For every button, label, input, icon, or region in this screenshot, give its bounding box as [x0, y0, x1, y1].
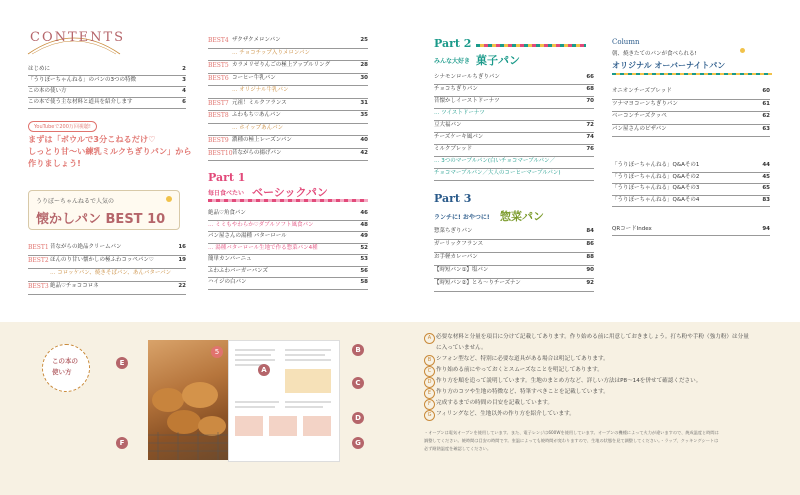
toc-item-label: 簡単カンパーニュ	[208, 256, 252, 262]
best-title: 懐かしパン BEST 10	[36, 212, 166, 227]
callout-f: F	[116, 437, 128, 449]
toc-item-label: … コロッケパン、焼きそばパン、あんバターパン	[50, 270, 172, 276]
sample-recipe-number: 5	[211, 346, 223, 358]
headline-1: まずは「ボウルで3分こねるだけ♡	[28, 134, 156, 144]
toc-item-page: 90	[586, 267, 594, 273]
toc-item-label: … ツイストドーナツ	[434, 110, 485, 116]
toc-item-page: 44	[762, 162, 770, 168]
note-letter: F	[424, 399, 435, 410]
toc-divider	[434, 96, 594, 97]
toc-divider	[612, 235, 770, 236]
toc-rank: BEST1	[28, 244, 49, 251]
toc-item-label: チョコマーブルパン／大人のコーヒーマーブルパン)	[434, 170, 561, 176]
toc-divider	[434, 239, 594, 240]
toc-divider	[208, 231, 368, 232]
toc-item-label: 絶品♡角食パン	[208, 210, 246, 216]
part1-super: 毎日食べたい	[208, 190, 245, 197]
toc-item-page: 22	[178, 283, 186, 289]
toc-item-label: QRコードIndex	[612, 226, 652, 232]
toc-item-page: 42	[360, 149, 368, 156]
callout-d: D	[352, 412, 364, 424]
toc-divider	[612, 195, 770, 196]
part1-stripe	[208, 199, 368, 202]
toc-item-label: 昔懐かしイーストドーナツ	[434, 98, 500, 104]
toc-divider	[208, 98, 368, 99]
toc-item-label: コーヒー牛乳パン	[232, 74, 276, 81]
toc-rank: BEST7	[208, 99, 229, 107]
howto-title-1: この本の	[52, 357, 78, 365]
toc-item-label: 【時短パン②】とろ〜りチーズナン	[434, 280, 521, 286]
toc-divider	[434, 132, 594, 133]
part1-title: Part 1	[208, 171, 246, 184]
toc-item-label: シナモンロールちぎりパン	[434, 74, 500, 80]
callout-b: B	[352, 344, 364, 356]
toc-item-label: お手軽カレーパン	[434, 254, 478, 260]
note-letter: B	[424, 355, 435, 366]
toc-divider	[434, 120, 594, 121]
decor-dot-icon	[740, 48, 745, 53]
toc-item-page: 60	[762, 88, 770, 94]
toc-item-page: 52	[360, 244, 368, 251]
toc-item-page: 58	[360, 279, 368, 285]
toc-item-page: 16	[178, 244, 186, 250]
column-label: Column	[612, 38, 640, 46]
toc-item-page: 56	[360, 267, 368, 274]
toc-item-page: 46	[360, 210, 368, 216]
note-letter: G	[424, 410, 435, 421]
toc-rank: BEST8	[208, 112, 229, 119]
toc-divider	[612, 206, 770, 207]
toc-divider	[612, 183, 770, 184]
toc-item-page: 30	[360, 74, 368, 81]
toc-rank: BEST10	[208, 149, 233, 157]
toc-divider	[208, 135, 368, 136]
column-sub: 朝、焼きたてのパンが食べられる!	[612, 51, 697, 57]
toc-divider	[28, 294, 186, 295]
toc-item-label: … 湯種バターロール生地で作る惣菜パン4種	[208, 244, 318, 251]
part1-name: ベーシックパン	[252, 186, 328, 199]
part2-stripe	[476, 44, 586, 47]
toc-item-page: 6	[182, 99, 186, 105]
toc-item-label: ザクザクメロンパン	[232, 37, 281, 43]
note-letter: C	[424, 366, 435, 377]
toc-divider	[208, 73, 368, 74]
toc-divider	[208, 123, 368, 124]
toc-item-page: 84	[586, 228, 594, 234]
toc-rank: BEST3	[28, 283, 49, 290]
part3-title: Part 3	[434, 192, 472, 205]
part2-title: Part 2	[434, 37, 472, 50]
toc-divider	[208, 85, 368, 86]
toc-divider	[208, 160, 368, 161]
bread-photo-icon	[148, 340, 228, 460]
toc-divider	[28, 268, 186, 269]
toc-divider	[208, 254, 368, 255]
toc-divider	[28, 75, 186, 76]
column-underline	[612, 73, 772, 75]
toc-item-page: 92	[586, 280, 594, 286]
toc-divider	[208, 148, 368, 149]
footnote-line: 必ず耐熱温度を確認してください。	[424, 446, 492, 451]
toc-item-page: 86	[586, 241, 594, 247]
toc-item-label: 【時短パン①】塩パン	[434, 267, 489, 273]
callout-e: E	[116, 357, 128, 369]
note-text: 作り始める前にやっておくとスムーズなことを明記してあります。	[436, 367, 603, 373]
toc-item-page: 68	[586, 86, 594, 92]
toc-item-page: 4	[182, 88, 186, 94]
toc-item-page: 2	[182, 66, 186, 72]
toc-rank: BEST9	[208, 137, 229, 144]
howto-section	[0, 322, 800, 495]
part3-super: ランチに! おやつに!	[434, 214, 490, 221]
toc-item-label: ほんのり甘い懐かしの極ふわコッペパン♡	[50, 257, 154, 263]
toc-divider	[28, 281, 186, 282]
toc-item-label: 「うりぼーちゃんねる」Q&Aその1	[612, 162, 700, 168]
toc-divider	[434, 180, 594, 181]
youtube-badge: YouTubeで200万回視聴!	[28, 121, 97, 132]
toc-item-label: ツナマヨコーンちぎりパン	[612, 100, 678, 107]
toc-divider	[434, 252, 594, 253]
toc-rank: BEST2	[28, 257, 49, 264]
part2-name: 菓子パン	[476, 54, 520, 67]
toc-divider	[208, 60, 368, 61]
toc-item-page: 40	[360, 137, 368, 143]
column-title: オリジナル オーバーナイトパン	[612, 61, 726, 70]
toc-divider	[28, 97, 186, 98]
toc-item-label: 濃種の極上レーズンパン	[232, 137, 292, 143]
toc-item-label: ミルクブレッド	[434, 146, 473, 152]
best-super: うりぼーちゃんねるで人気の	[36, 198, 114, 205]
toc-item-page: 25	[360, 37, 368, 43]
callout-g: G	[352, 437, 364, 449]
toc-item-page: 49	[360, 233, 368, 239]
toc-item-page: 70	[586, 98, 594, 104]
sample-page	[228, 340, 340, 462]
toc-item-page: 74	[586, 134, 594, 140]
toc-item-label: はじめに	[28, 66, 51, 72]
toc-divider	[434, 278, 594, 279]
note-text: 完成するまでの時間の目安を記載しています。	[436, 400, 554, 406]
toc-item-page: 31	[360, 99, 368, 106]
note-letter: D	[424, 377, 435, 388]
toc-divider	[434, 108, 594, 109]
toc-divider	[434, 291, 594, 292]
toc-item-label: パン屋さんのピザパン	[612, 125, 667, 132]
note-letter: A	[424, 333, 435, 344]
toc-divider	[208, 243, 368, 244]
toc-item-page: 61	[762, 100, 770, 107]
footnote-line: ・オーブンは電気オーブンを使用しています。また、電子レンジは600Wを使用しています。オーブンの機種によって火力が違いますので、焼成温度と時間は	[424, 430, 719, 435]
toc-item-page: 94	[762, 226, 770, 232]
toc-divider	[612, 99, 770, 100]
toc-item-label: 豆大福パン	[434, 122, 462, 128]
toc-item-page: 88	[586, 254, 594, 260]
toc-divider	[434, 156, 594, 157]
toc-item-label: 昔ながらの揚げパン	[232, 149, 282, 156]
decor-dot-icon	[166, 196, 172, 202]
toc-divider	[208, 266, 368, 267]
note-letter: E	[424, 388, 435, 399]
toc-divider	[434, 84, 594, 85]
toc-item-page: 72	[586, 122, 594, 128]
toc-item-label: ハイジの白パン	[208, 279, 247, 285]
toc-item-label: チーズケーキ風パン	[434, 134, 484, 140]
note-text: シフォン型など、特別に必要な道具がある場合は明記してあります。	[436, 356, 609, 362]
toc-item-page: 65	[762, 185, 770, 191]
howto-title-2: 使い方	[52, 368, 72, 376]
toc-divider	[434, 144, 594, 145]
contents-title: CONTENTS	[30, 30, 126, 45]
toc-divider	[612, 111, 770, 112]
toc-item-label: この本の使い方	[28, 88, 67, 94]
toc-item-label: … チョコチップ入りメロンパン	[232, 49, 311, 56]
toc-item-label: カラメリゼりんごの極上アップルリング	[232, 62, 331, 68]
toc-divider	[28, 108, 186, 109]
toc-divider	[208, 110, 368, 111]
toc-item-label: … オリジナル牛乳パン	[232, 87, 289, 93]
toc-item-label: … ホイップあんパン	[232, 124, 284, 131]
toc-item-page: 19	[178, 257, 186, 263]
footnote-line: 調整してください。焼時間は目安の時間です。室温によっても焼時間が変わりますので、生地の状態を見て調整してください。・ラップ、クッキングシートは	[424, 438, 719, 443]
toc-divider	[208, 48, 368, 49]
toc-divider	[28, 255, 186, 256]
toc-item-label: ふわもち♡あんパン	[232, 112, 281, 118]
callout-a: A	[258, 364, 270, 376]
toc-item-page: 53	[360, 256, 368, 262]
toc-item-page: 3	[182, 77, 186, 83]
toc-rank: BEST4	[208, 37, 229, 44]
note-text: フィリングなど、生地以外の作り方を紹介しています。	[436, 411, 575, 417]
toc-item-page: 83	[762, 196, 770, 203]
toc-item-label: 絶品♡チョココロネ	[50, 283, 99, 289]
headline-2: しっとり甘〜い練乳ミルクちぎりパン」から	[28, 146, 192, 156]
toc-item-page: 66	[586, 74, 594, 80]
toc-divider	[434, 168, 594, 169]
toc-item-label: … ミミもやわらか♡ダブルソフト風食パン	[208, 221, 314, 228]
note-text: 必要な材料と分量を項目に分けて記載してあります。作り始める前に用意しておきましょう。打ち粉や手粉（強力粉）は分量	[436, 334, 749, 340]
toc-divider	[208, 289, 368, 290]
toc-item-label: 「うりぼーちゃんねる」Q&Aその4	[612, 196, 700, 203]
toc-item-label: パン屋さんの湯種 バターロール	[208, 233, 287, 239]
toc-item-label: 「うりぼーちゃんねる」Q&Aその3	[612, 185, 700, 191]
toc-item-label: 元祖！ミルクフランス	[232, 99, 287, 106]
toc-divider	[434, 265, 594, 266]
toc-item-page: 48	[360, 221, 368, 228]
note-text: に入っていません。	[436, 345, 487, 351]
note-text: 作り方のコツや生地の特徴など、特筆すべきことを記載しています。	[436, 389, 609, 395]
toc-divider	[612, 136, 770, 137]
toc-item-label: この本で使う主な材料と道具を紹介します	[28, 99, 133, 105]
toc-item-label: 惣菜ちぎりパン	[434, 228, 473, 234]
toc-divider	[208, 277, 368, 278]
toc-rank: BEST6	[208, 74, 229, 82]
toc-item-label: 昔ながらの絶品クリームパン	[50, 244, 122, 250]
toc-item-page: 63	[762, 125, 770, 132]
toc-divider	[28, 86, 186, 87]
toc-item-page: 76	[586, 146, 594, 152]
part2-super: みんな大好き	[434, 58, 471, 65]
toc-item-label: オニオンチーズブレッド	[612, 88, 672, 94]
toc-item-label: チョコちぎりパン	[434, 86, 478, 92]
toc-item-label: ガーリックフランス	[434, 241, 484, 247]
toc-item-page: 62	[762, 113, 770, 119]
toc-item-label: ベーコンチーズクッペ	[612, 113, 667, 119]
toc-divider	[612, 124, 770, 125]
toc-divider	[208, 220, 368, 221]
recipe-layout-icon	[229, 341, 339, 461]
toc-item-page: 28	[360, 62, 368, 68]
toc-item-label: 「うりぼーちゃんねる」のパンの3つの特徴	[28, 77, 137, 83]
callout-c: C	[352, 377, 364, 389]
toc-item-label: ふわふわバーガーバンズ	[208, 267, 268, 274]
part3-name: 惣菜パン	[500, 210, 544, 223]
toc-item-page: 45	[762, 173, 770, 180]
toc-rank: BEST5	[208, 62, 229, 69]
toc-item-label: 「うりぼーちゃんねる」Q&Aその2	[612, 173, 700, 180]
headline-3: 作りましょう!	[28, 158, 81, 168]
toc-item-label: … 3つのマーブルパン(白いチョコマーブルパン／	[434, 158, 555, 164]
note-text: 作り方を順を追って説明しています。生地のまとめ方など、詳しい方法はP8〜14を併せて確認ください。	[436, 378, 702, 384]
toc-item-page: 35	[360, 112, 368, 118]
sample-photo	[148, 340, 228, 460]
toc-divider	[612, 172, 770, 173]
